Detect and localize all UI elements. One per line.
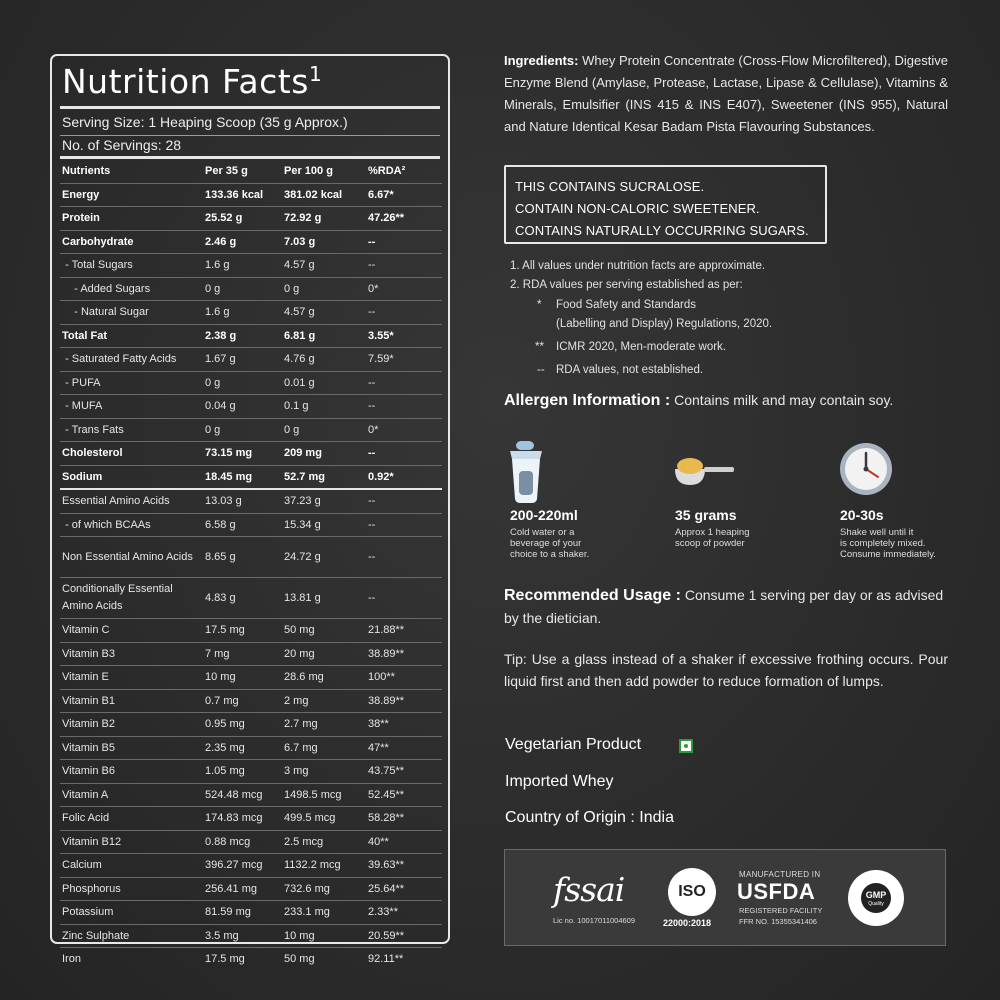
nutrient-value: 10 mg: [203, 666, 282, 690]
iso-label: ISO: [678, 883, 706, 900]
nutrient-value: 174.83 mcg: [203, 807, 282, 831]
nutrient-row: [60, 513, 442, 537]
nutrient-value: 28.6 mg: [282, 666, 366, 690]
nutrient-row: [60, 830, 442, 854]
tip-text: Tip: Use a glass instead of a shaker if excessive frothing occurs. Pour liquid first and then add powder to reduce formation of lumps.: [504, 651, 948, 689]
nutrient-value: 499.5 mcg: [282, 807, 366, 831]
nutrient-name: - Natural Sugar: [60, 301, 203, 325]
nutrient-row: [60, 348, 442, 372]
sweetener-warning-box: [504, 165, 827, 244]
nutrient-rda: --: [366, 371, 442, 395]
nutrient-value: 4.76 g: [282, 348, 366, 372]
nutrition-title: Nutrition Facts$^1$: [62, 62, 323, 101]
nutrient-name: Phosphorus: [60, 877, 203, 901]
nutrient-row: [60, 183, 442, 207]
nutrient-value: 0 g: [282, 277, 366, 301]
header-cell: %RDA²: [366, 160, 442, 183]
gmp-label: GMP: [865, 890, 887, 900]
nutrient-row: [60, 465, 442, 489]
nutrient-rda: 43.75**: [366, 760, 442, 784]
nutrient-value: 0.88 mcg: [203, 830, 282, 854]
nutrient-row: [60, 736, 442, 760]
nutrient-value: 2 mg: [282, 689, 366, 713]
nutrient-value: 6.81 g: [282, 324, 366, 348]
usfda-registered: REGISTERED FACILITY: [739, 906, 823, 915]
nutrition-header-row: [60, 160, 442, 183]
nutrient-value: 81.59 mg: [203, 901, 282, 925]
nutrient-value: 3 mg: [282, 760, 366, 784]
iso-number: 22000:2018: [663, 918, 712, 928]
nutrient-rda: --: [366, 442, 442, 466]
nutrient-rda: --: [366, 537, 442, 578]
nutrient-row: [60, 537, 442, 578]
recommended-usage: Recommended Usage : Consume 1 serving per day or as advised by the dietician.: [504, 587, 944, 626]
vegetarian-product: Vegetarian Product: [505, 736, 642, 753]
warning-line: CONTAINS NATURALLY OCCURRING SUGARS.: [515, 223, 809, 238]
nutrient-row: [60, 783, 442, 807]
nutrient-row: [60, 642, 442, 666]
nutrient-value: 73.15 mg: [203, 442, 282, 466]
nutrient-value: 133.36 kcal: [203, 183, 282, 207]
nutrient-value: 1.05 mg: [203, 760, 282, 784]
nutrient-value: 1132.2 mcg: [282, 854, 366, 878]
nutrient-name: Vitamin B3: [60, 642, 203, 666]
nutrient-rda: 47.26**: [366, 207, 442, 231]
nutrient-name: - Trans Fats: [60, 418, 203, 442]
scoop-icon: [673, 455, 737, 495]
nutrient-value: 0.95 mg: [203, 713, 282, 737]
nutrient-name: Carbohydrate: [60, 230, 203, 254]
nutrient-value: 233.1 mg: [282, 901, 366, 925]
nutrient-row: [60, 324, 442, 348]
nutrient-row: [60, 418, 442, 442]
nutrient-value: 13.81 g: [282, 578, 366, 619]
nutrient-rda: --: [366, 395, 442, 419]
nutrient-row: [60, 666, 442, 690]
nutrition-facts-panel: [50, 54, 450, 966]
nutrient-name: Non Essential Amino Acids: [60, 537, 203, 578]
nutrient-value: 50 mg: [282, 619, 366, 643]
header-cell: Nutrients: [60, 160, 203, 183]
nutrient-name: - Added Sugars: [60, 277, 203, 301]
nutrient-row: [60, 301, 442, 325]
nutrient-row: [60, 689, 442, 713]
nutrient-name: Potassium: [60, 901, 203, 925]
nutrient-row: [60, 489, 442, 513]
nutrient-rda: 0.92*: [366, 465, 442, 489]
nutrient-row: [60, 877, 442, 901]
nutrient-name: Zinc Sulphate: [60, 924, 203, 948]
nutrient-row: [60, 948, 442, 971]
nutrient-value: 1498.5 mcg: [282, 783, 366, 807]
scoop-desc: Approx 1 heaping scoop of powder: [675, 527, 750, 549]
nutrient-row: [60, 924, 442, 948]
nutrient-row: [60, 395, 442, 419]
footnote-dash-text: RDA values, not established.: [556, 364, 704, 376]
nutrient-rda: 21.88**: [366, 619, 442, 643]
nutrient-row: [60, 713, 442, 737]
nutrient-value: 8.65 g: [203, 537, 282, 578]
nutrient-value: 50 mg: [284, 953, 315, 966]
shake-desc: Shake well until it is completely mixed. Consume immediately.: [840, 527, 936, 560]
nutrient-rda: --: [366, 578, 442, 619]
nutrient-value: 6.7 mg: [282, 736, 366, 760]
certifications-box: [504, 849, 946, 946]
nutrient-row: [60, 760, 442, 784]
nutrient-value: 18.45 mg: [203, 465, 282, 489]
nutrient-value: 24.72 g: [282, 537, 366, 578]
nutrient-value: 0.01 g: [282, 371, 366, 395]
nutrient-name: Iron: [62, 953, 81, 966]
nutrition-table: [60, 160, 442, 971]
header-cell: Per 100 g: [282, 160, 366, 183]
nutrient-name: Vitamin B1: [60, 689, 203, 713]
nutrient-rda: 92.11**: [368, 953, 404, 966]
nutrient-value: 1.6 g: [203, 301, 282, 325]
nutrient-rda: --: [366, 301, 442, 325]
nutrient-value: 0.04 g: [203, 395, 282, 419]
nutrient-value: 0.7 mg: [203, 689, 282, 713]
nutrient-row: [60, 254, 442, 278]
nutrient-value: 10 mg: [282, 924, 366, 948]
nutrient-value: 2.46 g: [203, 230, 282, 254]
clock-icon: [838, 441, 894, 497]
nutrient-rda: 38.89**: [366, 642, 442, 666]
nutrient-name: Protein: [60, 207, 203, 231]
nutrient-value: 25.52 g: [203, 207, 282, 231]
nutrient-rda: 47**: [366, 736, 442, 760]
warning-line: THIS CONTAINS SUCRALOSE.: [515, 179, 705, 194]
footnote-2: 2. RDA values per serving established as per:: [510, 279, 743, 291]
nutrient-value: 524.48 mcg: [203, 783, 282, 807]
nutrient-row: [60, 854, 442, 878]
footnote-double-star-text: ICMR 2020, Men-moderate work.: [556, 341, 727, 353]
scoop-amount: 35 grams: [675, 507, 737, 523]
nutrient-rda: 0*: [366, 277, 442, 301]
nutrient-name: Sodium: [60, 465, 203, 489]
nutrient-value: 13.03 g: [203, 489, 282, 513]
nutrient-value: 52.7 mg: [282, 465, 366, 489]
nutrient-name: Folic Acid: [60, 807, 203, 831]
nutrient-row: [60, 207, 442, 231]
water-desc: Cold water or a beverage of your choice to a shaker.: [510, 527, 590, 560]
nutrient-value: 2.5 mcg: [282, 830, 366, 854]
nutrient-rda: 7.59*: [366, 348, 442, 372]
nutrient-name: Vitamin E: [60, 666, 203, 690]
nutrient-rda: 39.63**: [366, 854, 442, 878]
nutrient-name: - MUFA: [60, 395, 203, 419]
nutrient-name: - Saturated Fatty Acids: [60, 348, 203, 372]
nutrient-value: 20 mg: [282, 642, 366, 666]
nutrient-row: [60, 901, 442, 925]
nutrient-row: [60, 807, 442, 831]
nutrient-rda: 25.64**: [366, 877, 442, 901]
fssai-logo: fssai: [553, 870, 625, 909]
nutrient-rda: 3.55*: [366, 324, 442, 348]
shake-duration: 20-30s: [840, 507, 884, 523]
imported-whey: Imported Whey: [505, 773, 614, 790]
nutrient-name: Cholesterol: [60, 442, 203, 466]
nutrient-name: Conditionally Essential Amino Acids: [60, 578, 203, 619]
nutrient-rda: 100**: [366, 666, 442, 690]
nutrient-rda: 20.59**: [366, 924, 442, 948]
nutrient-row: [60, 277, 442, 301]
nutrient-name: Vitamin B6: [60, 760, 203, 784]
nutrient-value: 17.5 mg: [205, 953, 245, 966]
nutrient-value: 2.38 g: [203, 324, 282, 348]
serving-divider: [60, 135, 440, 136]
nutrient-value: 209 mg: [282, 442, 366, 466]
nutrient-value: 732.6 mg: [282, 877, 366, 901]
nutrient-rda: 40**: [366, 830, 442, 854]
fssai-license: Lic no. 10017011004609: [553, 916, 636, 925]
nutrient-rda: --: [366, 254, 442, 278]
nutrient-value: 256.41 mg: [203, 877, 282, 901]
nutrient-value: 0 g: [203, 277, 282, 301]
nutrient-rda: --: [366, 489, 442, 513]
nutrient-name: - of which BCAAs: [60, 513, 203, 537]
warning-line: CONTAIN NON-CALORIC SWEETENER.: [515, 201, 760, 216]
servings-count: No. of Servings: 28: [62, 137, 182, 153]
nutrient-value: 3.5 mg: [203, 924, 282, 948]
nutrient-value: 7.03 g: [282, 230, 366, 254]
nutrient-value: 37.23 g: [282, 489, 366, 513]
nutrient-name: - PUFA: [60, 371, 203, 395]
footnote-mark-double-star: **: [535, 341, 544, 353]
nutrient-value: 17.5 mg: [203, 619, 282, 643]
header-cell: Per 35 g: [203, 160, 282, 183]
nutrient-rda: 38**: [366, 713, 442, 737]
nutrient-rda: 0*: [366, 418, 442, 442]
footnote-1: 1. All values under nutrition facts are approximate.: [510, 260, 766, 272]
nutrient-row: [60, 371, 442, 395]
nutrient-value: 0 g: [282, 418, 366, 442]
nutrient-row: [60, 442, 442, 466]
footnote-star-text: Food Safety and Standards: [556, 299, 697, 311]
ingredients: Ingredients: Whey Protein Concentrate (Cross-Flow Microfiltered), Digestive Enzyme Blend (Amylase, Protease, Lactase, Lipase & Cellulase), Vitamins & Minerals, Emulsifier (INS 415 & INS E407), Sweetener (INS 955), Natural and Nature Identical Kesar Badam Pista Flavouring Substances.: [504, 53, 948, 134]
nutrient-rda: --: [366, 513, 442, 537]
nutrient-rda: 58.28**: [366, 807, 442, 831]
nutrient-name: Vitamin A: [60, 783, 203, 807]
nutrient-rda: 38.89**: [366, 689, 442, 713]
nutrient-value: 2.7 mg: [282, 713, 366, 737]
nutrient-rda: 52.45**: [366, 783, 442, 807]
nutrient-value: 0 g: [203, 418, 282, 442]
shaker-icon: [506, 441, 546, 503]
water-amount: 200-220ml: [510, 507, 578, 523]
footnote-mark-star: *: [537, 299, 542, 311]
nutrient-name: Essential Amino Acids: [60, 489, 203, 513]
nutrient-name: Calcium: [60, 854, 203, 878]
country-of-origin: Country of Origin : India: [505, 809, 674, 826]
nutrient-value: 72.92 g: [282, 207, 366, 231]
usfda-ffr: FFR NO. 15355341406: [739, 917, 817, 926]
nutrient-value: 6.58 g: [203, 513, 282, 537]
gmp-quality: Quality: [868, 901, 884, 907]
nutrient-name: Vitamin C: [60, 619, 203, 643]
nutrient-name: Vitamin B2: [60, 713, 203, 737]
veg-mark-icon: [679, 739, 693, 753]
footnote-star-text-2: (Labelling and Display) Regulations, 2020.: [556, 318, 773, 330]
nutrient-name: Vitamin B5: [60, 736, 203, 760]
nutrient-name: - Total Sugars: [60, 254, 203, 278]
nutrient-value: 0.1 g: [282, 395, 366, 419]
nutrient-value: 0 g: [203, 371, 282, 395]
serving-size: Serving Size: 1 Heaping Scoop (35 g Approx.): [62, 114, 348, 130]
nutrient-row: [60, 578, 442, 619]
nutrient-rda: 6.67*: [366, 183, 442, 207]
usfda-label: USFDA: [737, 879, 816, 904]
nutrient-value: 4.57 g: [282, 254, 366, 278]
nutrient-name: Energy: [60, 183, 203, 207]
nutrient-value: 2.35 mg: [203, 736, 282, 760]
nutrient-name: Vitamin B12: [60, 830, 203, 854]
nutrient-value: 396.27 mcg: [203, 854, 282, 878]
nutrient-row: [60, 230, 442, 254]
nutrient-value: 4.83 g: [203, 578, 282, 619]
nutrient-name: Total Fat: [60, 324, 203, 348]
nutrient-value: 15.34 g: [282, 513, 366, 537]
nutrient-value: 381.02 kcal: [282, 183, 366, 207]
nutrient-value: 1.6 g: [203, 254, 282, 278]
nutrient-value: 7 mg: [203, 642, 282, 666]
nutrient-value: 1.67 g: [203, 348, 282, 372]
nutrient-rda: 2.33**: [366, 901, 442, 925]
servings-rule: [60, 156, 440, 159]
allergen-info: Allergen Information : Contains milk and may contain soy.: [504, 392, 894, 409]
title-rule: [60, 106, 440, 109]
nutrient-rda: --: [366, 230, 442, 254]
nutrient-value: 4.57 g: [282, 301, 366, 325]
usfda-manufactured: MANUFACTURED IN: [739, 870, 821, 879]
nutrient-row: [60, 619, 442, 643]
footnote-mark-dash: --: [537, 364, 545, 376]
